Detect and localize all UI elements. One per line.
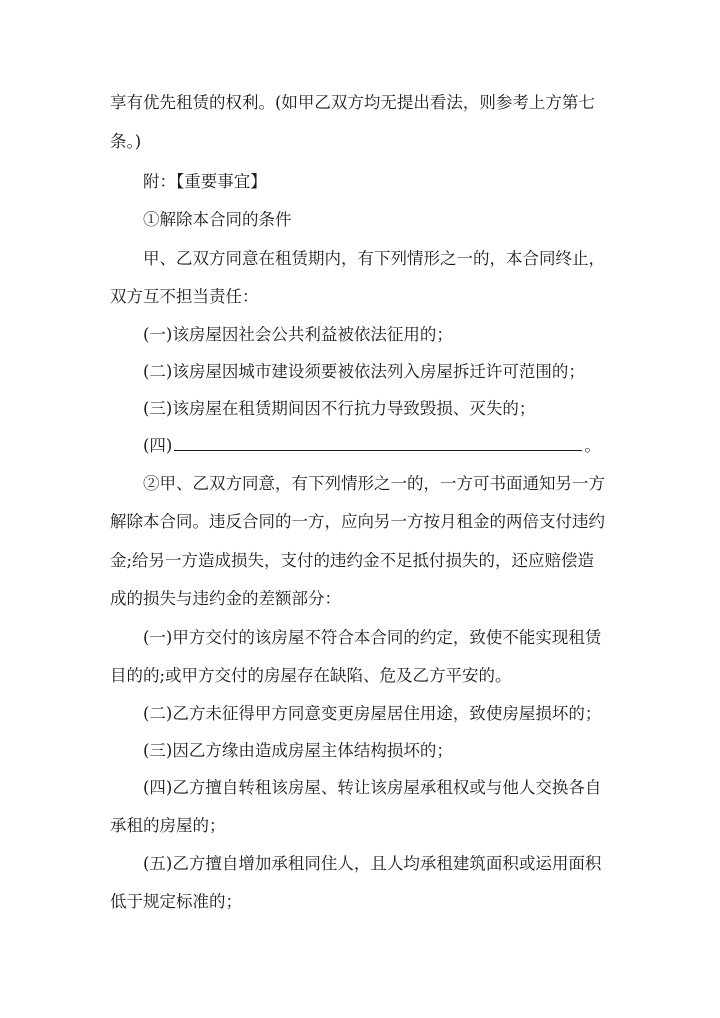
paragraph-line: 享有优先租赁的权利。(如甲乙双方均无提出看法，则参考上方第七: [110, 93, 595, 112]
fill-in-blank: [174, 434, 582, 451]
blank-item-label: (四): [143, 436, 173, 455]
list-item: (五)乙方擅自增加承租同住人，且人均承租建筑面积或运用面积: [143, 854, 602, 873]
list-item: (一)甲方交付的该房屋不符合本合同的约定，致使不能实现租赁: [143, 628, 602, 647]
list-item: (三)因乙方缘由造成房屋主体结构损坏的；: [143, 741, 453, 760]
section-heading: ①解除本合同的条件: [143, 210, 292, 229]
list-item: (二)该房屋因城市建设须要被依法列入房屋拆迁许可范围的；: [143, 362, 585, 381]
blank-item-end: 。: [584, 436, 601, 455]
paragraph-line: 条。): [110, 132, 142, 151]
paragraph-line: 双方互不担当责任：: [110, 287, 259, 306]
paragraph-line: 解除本合同。违反合同的一方，应向另一方按月租金的两倍支付违约: [110, 512, 605, 531]
list-item: (四)乙方擅自转租该房屋、转让该房屋承租权或与他人交换各自: [143, 778, 602, 797]
paragraph-line: 甲、乙双方同意在租赁期内，有下列情形之一的，本合同终止，: [143, 249, 605, 268]
paragraph-line: 金;给另一方造成损失，支付的违约金不足抵付损失的，还应赔偿造: [110, 551, 595, 570]
list-item: (三)该房屋在租赁期间因不行抗力导致毁损、灭失的；: [143, 399, 536, 418]
list-item-continuation: 低于规定标准的；: [110, 892, 242, 911]
section-heading: ②甲、乙双方同意，有下列情形之一的，一方可书面通知另一方: [143, 474, 605, 493]
list-item-continuation: 承租的房屋的；: [110, 816, 226, 835]
list-item-continuation: 目的的;或甲方交付的房屋存在缺陷、危及乙方平安的。: [110, 666, 512, 685]
blank-list-item: [0, 431, 720, 461]
appendix-heading: 附：【重要事宜】: [143, 172, 267, 191]
paragraph-line: 成的损失与违约金的差额部分：: [110, 589, 341, 608]
list-item: (二)乙方未征得甲方同意变更房屋居住用途，致使房屋损坏的；: [143, 704, 602, 723]
list-item: (一)该房屋因社会公共利益被依法征用的；: [143, 325, 453, 344]
